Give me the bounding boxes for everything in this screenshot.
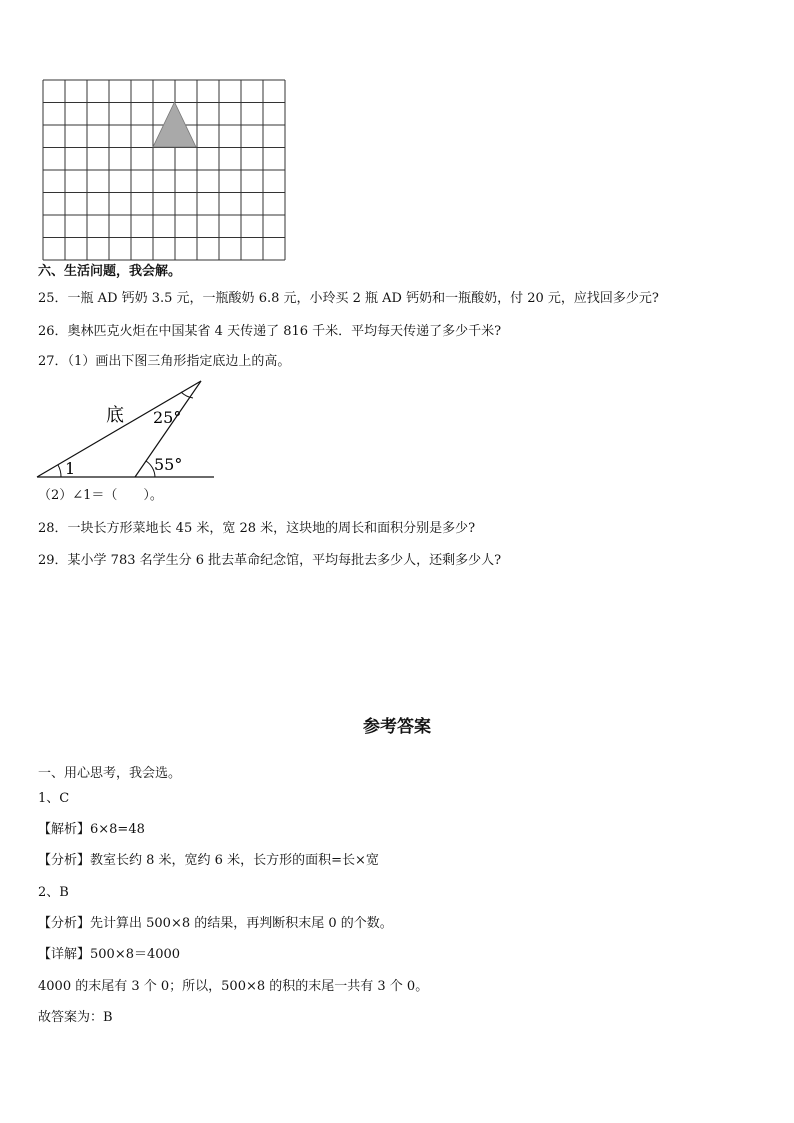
answer-1-jiexi: 【解析】6×8=48 [38, 822, 145, 837]
question-27-part2: （2）∠1＝（ ）。 [38, 488, 163, 503]
triangle-grid-figure [42, 79, 308, 261]
angle-arc-1 [58, 465, 61, 477]
question-26: 26．奥林匹克火炬在中国某省 4 天传递了 816 千米．平均每天传递了多少千米? [38, 324, 502, 339]
answer-2-fenxi: 【分析】先计算出 500×8 的结果，再判断积末尾 0 的个数。 [38, 916, 393, 931]
answer-1-fenxi: 【分析】教室长约 8 米，宽约 6 米，长方形的面积=长×宽 [38, 853, 379, 868]
answer-2-xiangjie: 【详解】500×8＝4000 [38, 947, 181, 962]
answer-2-explanation: 4000 的末尾有 3 个 0；所以，500×8 的积的末尾一共有 3 个 0。 [38, 979, 429, 994]
question-27-part1: 27．（1）画出下图三角形指定底边上的高。 [38, 354, 291, 369]
answer-2: 2、B [38, 885, 69, 900]
question-29: 29．某小学 783 名学生分 6 批去革命纪念馆，平均每批去多少人，还剩多少人? [38, 553, 502, 568]
angle-1-label: 1 [65, 459, 76, 478]
angle-bottom-label: 55° [154, 455, 183, 474]
angle-triangle-figure [30, 376, 220, 486]
section6-heading: 六、生活问题，我会解。 [38, 264, 182, 279]
base-label: 底 [106, 405, 124, 426]
angle-top-label: 25° [153, 408, 182, 427]
question-28: 28．一块长方形菜地长 45 米，宽 28 米，这块地的周长和面积分别是多少? [38, 521, 476, 536]
answers-section1: 一、用心思考，我会选。 [38, 766, 182, 781]
answer-2-final: 故答案为：B [38, 1010, 113, 1025]
answers-title: 参考答案 [363, 717, 431, 737]
question-25: 25．一瓶 AD 钙奶 3.5 元，一瓶酸奶 6.8 元，小玲买 2 瓶 AD 钙奶和一瓶酸奶，付 20 元，应找回多少元? [38, 291, 659, 306]
answer-1: 1、C [38, 791, 70, 806]
